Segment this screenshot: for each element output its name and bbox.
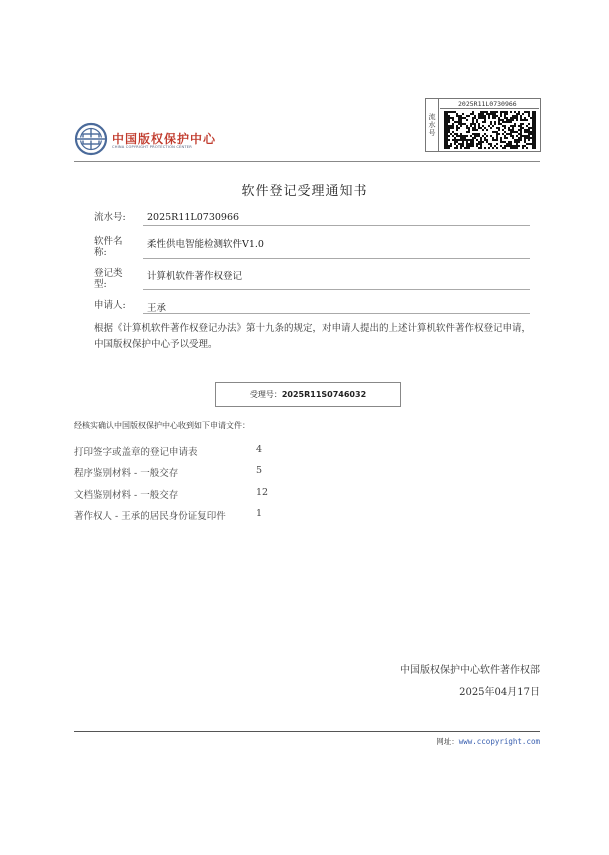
field-label-applicant: 申请人: bbox=[94, 300, 126, 311]
acceptance-paragraph: 根据《计算机软件著作权登记办法》第十九条的规定，对申请人提出的上述计算机软件著作权登记申请，中国版权保护中心予以受理。 bbox=[94, 323, 532, 350]
serial-box-label-column bbox=[426, 99, 439, 151]
field-value-software-name: 柔性供电智能检测软件V1.0 bbox=[147, 239, 264, 250]
document-count: 5 bbox=[256, 465, 263, 476]
field-label-serial: 流水号: bbox=[94, 212, 126, 223]
acceptance-number-label: 受理号： bbox=[249, 390, 282, 399]
field-label-software-name: 软件名 称: bbox=[94, 236, 123, 258]
serial-box-label-char: 号 bbox=[428, 129, 436, 137]
document-count: 12 bbox=[256, 487, 269, 498]
field-value-serial: 2025R11L0730966 bbox=[147, 212, 240, 223]
document-name: 文档鉴别材料 - 一般交存 bbox=[74, 490, 179, 501]
serial-number-box bbox=[425, 98, 541, 152]
document-name: 著作权人 - 王承的居民身份证复印件 bbox=[74, 511, 226, 522]
logo-subtext: CHINA COPYRIGHT PROTECTION CENTER bbox=[112, 145, 192, 149]
serial-box-label-char: 流 bbox=[428, 113, 436, 121]
logo-text: 中国版权保护中心 bbox=[112, 132, 217, 146]
acceptance-number-value: 2025R11S0746032 bbox=[281, 390, 367, 399]
field-underline bbox=[143, 313, 530, 314]
issue-date: 2025年04月17日 bbox=[459, 687, 540, 698]
field-value-registration-type: 计算机软件著作权登记 bbox=[147, 271, 243, 282]
field-underline bbox=[143, 289, 530, 290]
documents-intro: 经核实确认中国版权保护中心收到如下申请文件： bbox=[74, 421, 250, 430]
field-underline bbox=[143, 225, 530, 226]
website-link[interactable]: www.ccopyright.com bbox=[458, 737, 540, 746]
footer-divider bbox=[74, 731, 540, 732]
website-label: 网址： bbox=[436, 737, 459, 746]
document-name: 程序鉴别材料 - 一般交存 bbox=[74, 468, 179, 479]
document-name: 打印签字或盖章的登记申请表 bbox=[74, 447, 198, 458]
serial-box-number: 2025R11L0730966 bbox=[458, 100, 517, 108]
copyright-center-emblem-icon bbox=[74, 122, 108, 156]
logo bbox=[74, 122, 234, 156]
field-value-applicant: 王承 bbox=[147, 303, 167, 314]
issuing-organization: 中国版权保护中心软件著作权部 bbox=[400, 665, 540, 676]
field-underline bbox=[143, 258, 530, 259]
acceptance-number-box bbox=[215, 382, 401, 407]
barcode-icon bbox=[444, 111, 536, 149]
document-count: 1 bbox=[256, 508, 263, 519]
page-title: 软件登记受理通知书 bbox=[241, 184, 368, 199]
footer-website bbox=[436, 736, 540, 747]
header-divider bbox=[74, 161, 540, 162]
document-count: 4 bbox=[256, 444, 263, 455]
field-label-registration-type: 登记类 型: bbox=[94, 268, 123, 290]
serial-box-label-char: 水 bbox=[428, 121, 436, 129]
